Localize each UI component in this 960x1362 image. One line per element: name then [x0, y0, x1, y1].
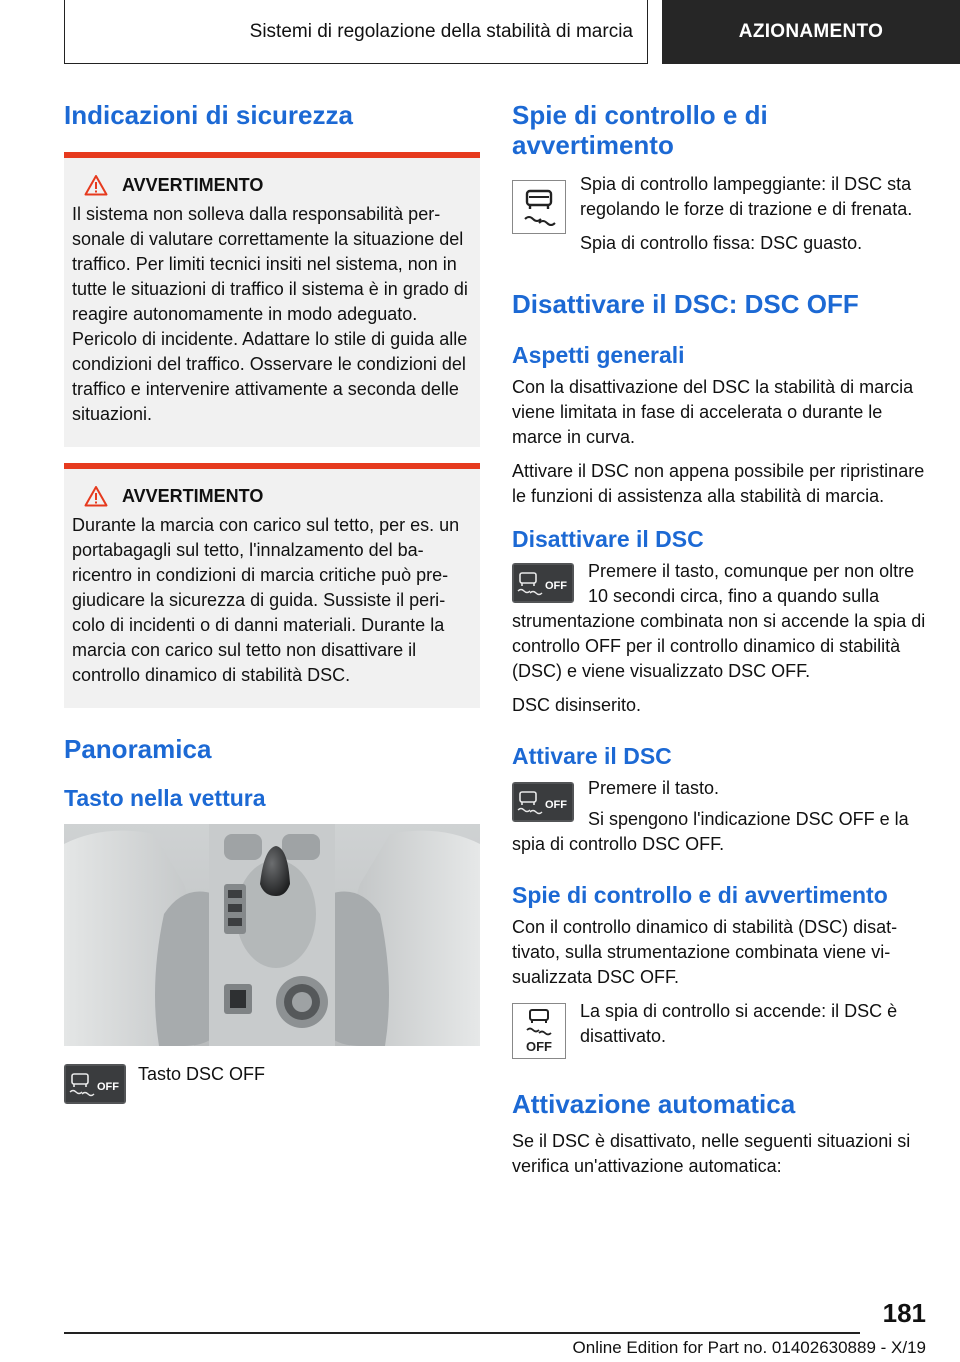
general-text-1: Con la disattivazione del DSC la stabilità di marcia viene limitata in fase di accelerata o durante le marce in curva.	[512, 377, 914, 447]
warning-box-1	[64, 152, 480, 447]
warning-triangle-icon	[84, 485, 108, 507]
warning-label: AVVERTIMENTO	[122, 485, 264, 506]
indicator-lamps-block	[512, 172, 928, 265]
activate-step-text: Premere il tasto.	[588, 778, 720, 798]
right-column	[512, 100, 928, 1188]
general-text-2: Attivare il DSC non appena possibile per ripristinare le funzioni di assistenza alla stabilità di marcia.	[512, 461, 925, 506]
dsc-off-lamp-icon-box	[512, 1003, 566, 1059]
auto-activation-heading: Attivazione automatica	[512, 1089, 796, 1119]
lamps-text: Con il controllo dinamico di stabilità (DSC) disattivato, sulla strumentazione combinata viene visualizzata DSC OFF.	[512, 917, 898, 987]
button-heading: Tasto nella vettura	[64, 785, 266, 811]
lamp-off-label: OFF	[526, 1039, 552, 1054]
lamp-steady-text: Spia di controllo fissa: DSC guasto.	[580, 233, 863, 253]
dsc-off-button-icon	[512, 563, 574, 603]
warning-text: Il sistema non solleva dalla responsabilità personale di valutare correttamente la situazione del traffico. Per limiti tecnici insiti nel sistema, non in tutte le situazioni di traffico il sistema è in grado di reagire autonomamente in modo adeguato. Pericolo di incidente. Adattare lo stile di guida alle condizioni del traffico. Osservare le condizioni del traffico e intervenire attivamente a seconda delle situazioni.	[72, 204, 468, 424]
deactivate-heading: Disattivare il DSC	[512, 526, 704, 552]
auto-activation-text: Se il DSC è disattivato, nelle seguenti situazioni si verifica un'attivazione automatica:	[512, 1131, 911, 1176]
chapter-tab: AZIONAMENTO	[662, 0, 960, 64]
deactivate-dsc-heading: Disattivare il DSC: DSC OFF	[512, 289, 859, 319]
lamps-heading-2: Spie di controllo e di avvertimento	[512, 882, 888, 908]
off-label: OFF	[97, 1081, 119, 1093]
lamp-flashing-text: Spia di controllo lampeggiante: il DSC sta regolando le forze di trazione e di frenata.	[580, 174, 913, 219]
dsc-off-lamp-icon	[517, 1006, 561, 1056]
warning-text: Durante la marcia con carico sul tetto, per es. un portabagagli sul tetto, l'innalzamento del baricentro in condizioni di marcia critiche può pregiudicare la sicurezza di guida. Sussiste il pericolo di incidenti o di danni materiali. Durante la marcia con carico sul tetto non disattivare il controllo dinamico di stabilità DSC.	[72, 515, 460, 685]
center-console-photo	[64, 824, 480, 1046]
dsc-off-button-icon	[512, 782, 574, 822]
dsc-skid-car-icon	[517, 185, 561, 229]
lamp-on-text: La spia di controllo si accende: il DSC è disattivato.	[580, 1001, 898, 1046]
dsc-button-caption-text: Tasto DSC OFF	[138, 1064, 266, 1084]
footer-divider	[64, 1332, 860, 1334]
deactivate-block	[512, 559, 928, 718]
indicator-lamps-heading: Spie di controllo e di avvertimento	[512, 100, 768, 160]
activate-heading: Attivare il DSC	[512, 743, 672, 769]
dsc-button-caption	[64, 1064, 480, 1104]
off-label: OFF	[545, 799, 567, 811]
activate-block	[512, 776, 928, 857]
dsc-off-button-icon	[64, 1064, 126, 1104]
activate-result-text: Si spengono l'indicazione DSC OFF e la spia di controllo DSC OFF.	[512, 809, 909, 854]
overview-heading: Panoramica	[64, 734, 212, 764]
section-title: Sistemi di regolazione della stabilità di marcia	[64, 0, 648, 64]
safety-heading: Indicazioni di sicurezza	[64, 100, 353, 130]
page-header	[0, 0, 960, 66]
off-label: OFF	[545, 580, 567, 592]
edition-footer: Online Edition for Part no. 01402630889 - X/19	[572, 1338, 926, 1357]
warning-triangle-icon	[84, 174, 108, 196]
left-column	[64, 100, 480, 1104]
page-number: 181	[882, 1298, 926, 1328]
deactivated-text: DSC disinserito.	[512, 695, 642, 715]
general-heading: Aspetti generali	[512, 342, 685, 368]
deactivate-text: Premere il tasto, comunque per non oltre 10 secondi circa, fino a quando sulla strumentazione combinata non si accende la spia di controllo OFF per il controllo dinamico di stabilità (DSC) e viene visualizzato DSC OFF.	[512, 561, 926, 681]
warning-label: AVVERTIMENTO	[122, 174, 264, 195]
lamp-off-block	[512, 999, 928, 1063]
dsc-lamp-icon-box	[512, 180, 566, 234]
warning-box-2	[64, 463, 480, 708]
